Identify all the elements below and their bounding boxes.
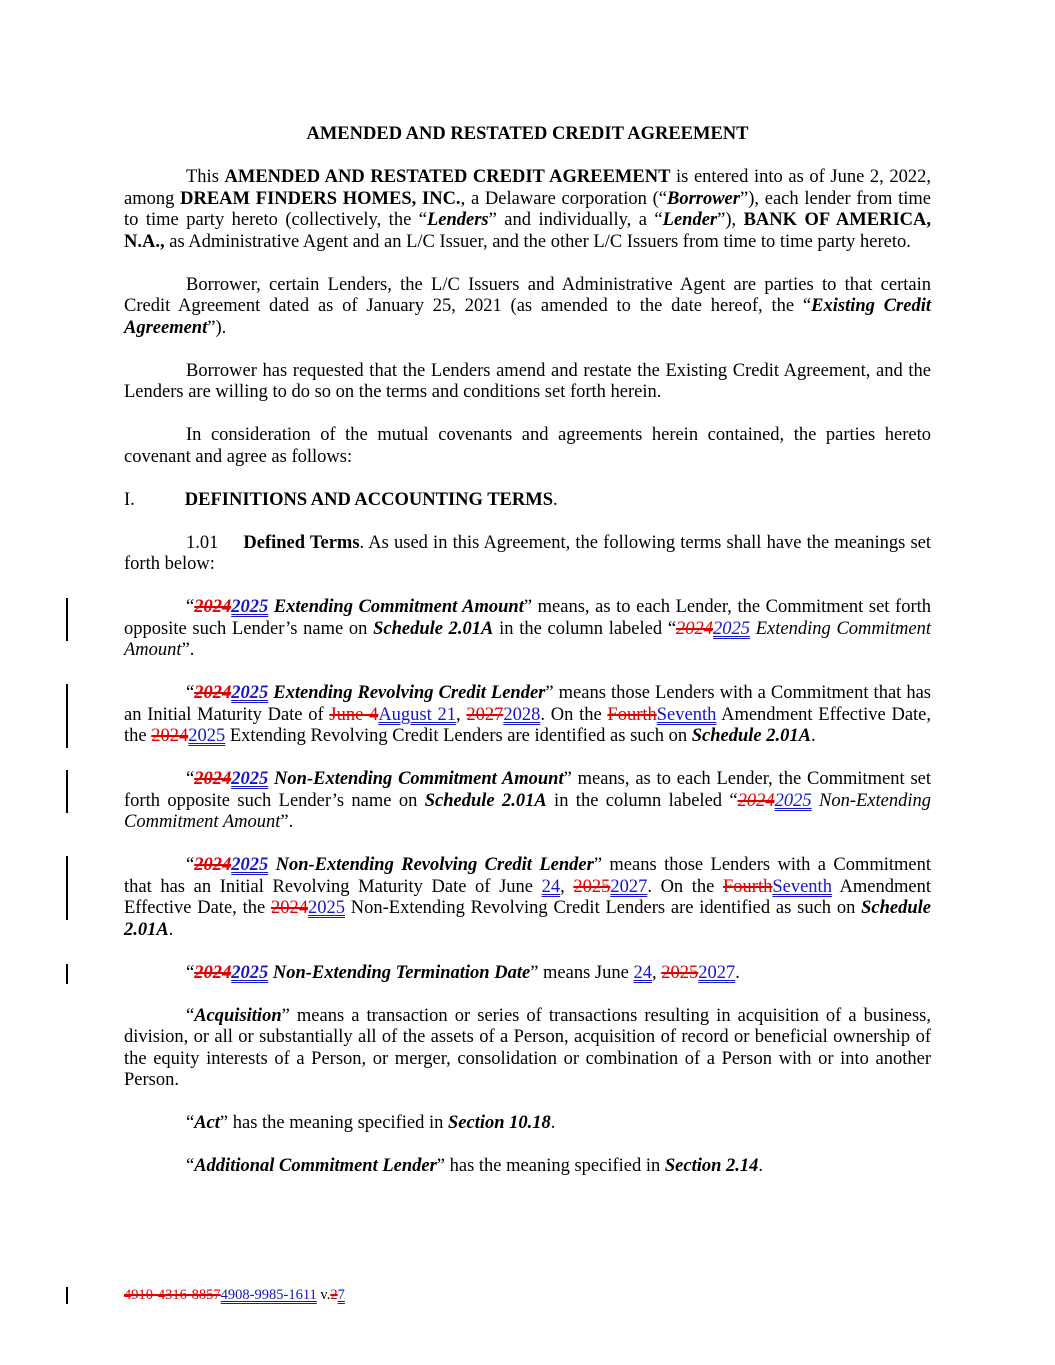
- deleted-text: June 4: [329, 704, 379, 725]
- inserted-text: 2025: [231, 855, 269, 875]
- text-run: “: [186, 597, 195, 617]
- text-run: AMENDED AND RESTATED CREDIT AGREEMENT: [224, 167, 671, 187]
- text-run: ” means those Lenders with a Commitment that has an Initial Revolving Maturity Date of June: [124, 855, 932, 897]
- text-run: ”).: [207, 317, 227, 338]
- text-run: .: [168, 919, 174, 940]
- text-run: “: [186, 683, 195, 703]
- deleted-text: 2024: [737, 790, 775, 811]
- text-run: ”.: [280, 812, 294, 832]
- deleted-text: 4910-4316-8857: [124, 1287, 221, 1303]
- text-run: Section 10.18: [448, 1113, 551, 1133]
- inserted-text: 7: [337, 1287, 345, 1303]
- text-run: DEFINITIONS AND ACCOUNTING TERMS: [184, 489, 553, 510]
- revision-change-bar: [66, 856, 68, 920]
- definition-additional-commitment-lender: [124, 1156, 931, 1178]
- inserted-text: 2025: [774, 790, 812, 811]
- intro-paragraph: [124, 167, 931, 253]
- text-run: .: [735, 962, 740, 983]
- deleted-text: Fourth: [723, 876, 773, 897]
- text-run: Schedule 2.01A: [373, 618, 494, 639]
- text-run: “: [186, 1005, 195, 1026]
- text-run: “: [186, 1113, 195, 1133]
- definition-act: [124, 1113, 931, 1135]
- inserted-text: 2027: [698, 962, 736, 983]
- recital-existing-agreement: [124, 275, 931, 340]
- text-run: ,: [456, 704, 467, 725]
- document-body: [124, 124, 931, 1199]
- revision-change-bar: [66, 770, 68, 813]
- text-run: “: [186, 962, 195, 983]
- text-run: Schedule 2.01A: [691, 726, 811, 746]
- text-run: Non-Extending Revolving Credit Lenders are identified as such on: [344, 898, 862, 918]
- inserted-text: 2025: [231, 683, 269, 703]
- text-run: “: [186, 769, 195, 789]
- text-run: Non-Extending Commitment Amount: [274, 769, 564, 789]
- inserted-text: 24: [541, 876, 561, 897]
- text-run: in the column labeled “: [493, 618, 677, 639]
- text-run: Extending Revolving Credit Lender: [273, 683, 546, 703]
- text-run: ,: [560, 876, 574, 897]
- deleted-text: 2024: [270, 898, 308, 918]
- text-run: ” has the meaning specified in: [436, 1156, 665, 1176]
- deleted-text: 2024: [194, 597, 232, 617]
- text-run: Act: [194, 1113, 220, 1133]
- text-run: Additional Commitment Lender: [194, 1156, 437, 1176]
- document-title: AMENDED AND RESTATED CREDIT AGREEMENT: [306, 124, 749, 144]
- text-run: .: [552, 489, 558, 510]
- deleted-text: 2025: [573, 876, 611, 897]
- text-run: .: [758, 1156, 764, 1176]
- text-run: . On the: [647, 876, 723, 897]
- text-run: Extending Commitment Amount: [124, 618, 931, 660]
- text-run: Defined Terms: [243, 532, 360, 553]
- text-run: ”), each lender from time to time party hereto (collectively, the “: [124, 188, 931, 230]
- text-run: In consideration of the mutual covenants and agreements herein contained, the parties hereto covenant and agree as follows:: [124, 425, 931, 467]
- text-run: v.: [316, 1287, 331, 1303]
- inserted-text: Seventh: [772, 876, 832, 897]
- text-run: Extending Commitment Amount: [273, 597, 524, 617]
- text-run: Borrower: [666, 188, 740, 209]
- deleted-text: 2: [330, 1287, 338, 1303]
- revision-change-bar: [66, 598, 68, 641]
- inserted-text: 2025: [231, 962, 269, 983]
- deleted-text: 2024: [151, 726, 189, 746]
- text-run: . On the: [540, 704, 608, 725]
- text-run: Non-Extending Termination Date: [272, 962, 531, 983]
- text-run: ” means a transaction or series of transactions resulting in acquisition of a business, division, or all or substantially all of the assets of a Person, acquisition of record or beneficial ownership of the equity interests of a Person, or merger, consolidation or combination of a Person with or into another Person.: [124, 1005, 931, 1090]
- inserted-text: 2025: [231, 597, 269, 617]
- text-run: ” means those Lenders with a Commitment that has an Initial Maturity Date of: [124, 683, 932, 725]
- definition-extending-revolving-credit-lender: [124, 683, 931, 748]
- deleted-text: 2024: [676, 618, 714, 639]
- text-run: Non-Extending Revolving Credit Lender: [275, 855, 594, 875]
- text-run: , a Delaware corporation (“: [460, 188, 667, 209]
- text-run: Extending Revolving Credit Lenders are identified as such on: [225, 726, 692, 746]
- deleted-text: 2024: [194, 683, 232, 703]
- text-run: ” means, as to each Lender, the Commitment set forth opposite such Lender’s name on: [124, 769, 931, 811]
- text-run: in the column labeled “: [546, 790, 738, 811]
- inserted-text: 2028: [503, 704, 541, 725]
- text-run: is entered into as of June 2, 2022, among: [124, 167, 932, 209]
- text-run: This: [186, 167, 225, 187]
- text-run: “: [186, 1156, 195, 1176]
- deleted-text: 2024: [194, 962, 232, 983]
- definition-acquisition: [124, 1006, 931, 1092]
- text-run: ”.: [181, 640, 195, 660]
- deleted-text: 2024: [194, 769, 232, 789]
- deleted-text: 2025: [661, 962, 699, 983]
- text-run: . As used in this Agreement, the following terms shall have the meanings set forth below:: [124, 532, 932, 574]
- text-run: [268, 855, 275, 875]
- text-run: ” means, as to each Lender, the Commitment set forth opposite such Lender’s name on: [124, 597, 931, 639]
- inserted-text: 2025: [713, 618, 751, 639]
- recital-request: [124, 361, 931, 404]
- text-run: Acquisition: [194, 1005, 282, 1026]
- text-run: .: [550, 1113, 556, 1133]
- definition-non-extending-revolving-credit-lender: [124, 855, 931, 941]
- revision-change-bar: [66, 964, 68, 984]
- text-run: Schedule 2.01A: [124, 898, 931, 940]
- section-heading-definitions: [124, 490, 931, 512]
- text-run: DREAM FINDERS HOMES, INC.: [180, 188, 461, 209]
- text-run: 1.01: [186, 532, 219, 553]
- deleted-text: 2024: [194, 855, 232, 875]
- text-run: Schedule 2.01A: [424, 790, 547, 811]
- text-run: “: [186, 855, 195, 875]
- text-run: Lender: [662, 210, 718, 230]
- text-run: Amendment Effective Date, the: [124, 876, 931, 918]
- inserted-text: 2027: [610, 876, 648, 897]
- definition-non-extending-termination-date: [124, 963, 931, 985]
- text-run: Non-Extending Commitment Amount: [124, 790, 931, 832]
- text-run: as Administrative Agent and an L/C Issuer, and the other L/C Issuers from time to time party hereto.: [164, 231, 911, 252]
- deleted-text: 2027: [466, 704, 504, 725]
- text-run: Lenders: [426, 210, 489, 230]
- definition-extending-commitment-amount: [124, 597, 931, 662]
- recital-consideration: [124, 425, 931, 468]
- text-run: Borrower has requested that the Lenders amend and restate the Existing Credit Agreement, and the Lenders are willing to do so on the terms and conditions set forth herein.: [124, 360, 931, 402]
- text-run: BANK OF AMERICA, N.A.,: [124, 210, 931, 252]
- text-run: Existing Credit Agreement: [124, 296, 931, 338]
- text-run: ,: [651, 962, 662, 983]
- inserted-text: August 21: [378, 704, 456, 725]
- text-run: .: [810, 726, 816, 746]
- text-run: Borrower, certain Lenders, the L/C Issuers and Administrative Agent are parties to that certain Credit Agreement dated as of January 25, 2021 (as amended to the date hereof, the “: [124, 274, 931, 316]
- inserted-text: Seventh: [656, 704, 717, 725]
- inserted-text: 4908-9985-1611: [220, 1287, 317, 1303]
- defined-terms-lead-in: [124, 533, 931, 576]
- inserted-text: 2025: [231, 769, 269, 789]
- text-run: ” means June: [530, 962, 634, 983]
- text-run: [812, 791, 819, 811]
- text-run: Section 2.14: [664, 1156, 759, 1176]
- deleted-text: Fourth: [607, 704, 657, 725]
- revision-change-bar: [66, 684, 68, 748]
- revision-change-bar: [66, 1287, 68, 1304]
- text-run: ” and individually, a “: [488, 210, 663, 230]
- definition-non-extending-commitment-amount: [124, 769, 931, 834]
- document-control-number-footer: [124, 1287, 345, 1304]
- text-run: ”),: [717, 210, 744, 230]
- text-run: I.: [124, 489, 135, 510]
- inserted-text: 24: [633, 962, 652, 983]
- text-run: ” has the meaning specified in: [219, 1113, 449, 1133]
- inserted-text: 2025: [307, 898, 345, 918]
- inserted-text: 2025: [188, 726, 226, 746]
- text-run: Amendment Effective Date, the: [124, 704, 932, 746]
